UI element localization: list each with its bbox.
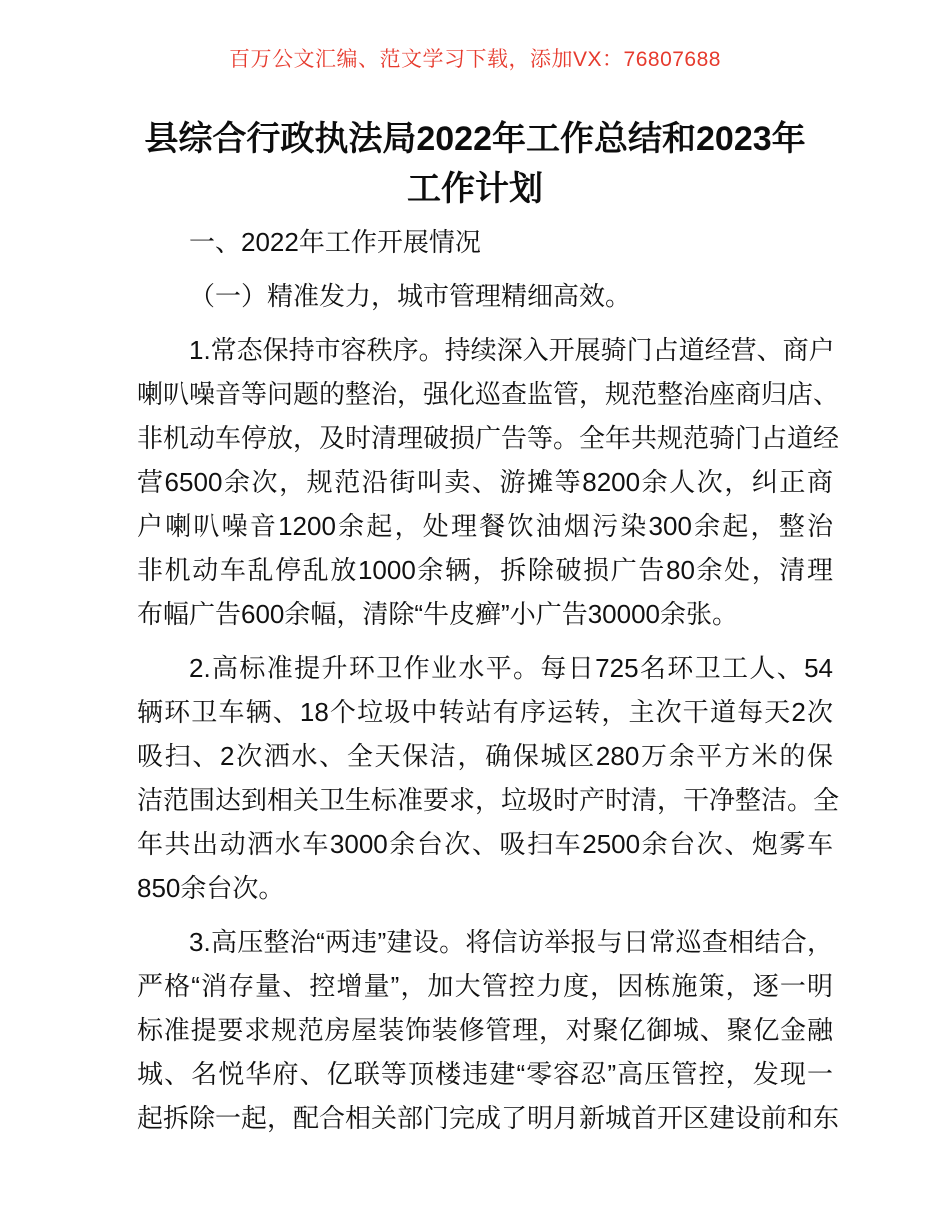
page-title-line-2: 工作计划	[407, 170, 543, 208]
text-line: 2.高标准提升环卫作业水平。每日725名环卫工人、54	[189, 653, 833, 683]
text-line: 3.高压整治“两违”建设。将信访举报与日常巡查相结合，	[189, 927, 833, 957]
paragraph	[137, 328, 840, 636]
paragraph	[137, 646, 840, 910]
section-heading	[137, 274, 833, 318]
text-line: 非机动车乱停乱放1000余辆，拆除破损广告80余处，清理	[137, 555, 833, 585]
header-notice: 百万公文汇编、范文学习下载，添加VX：76807688	[229, 48, 721, 71]
text-line: 850余台次。	[137, 873, 285, 903]
document-body	[137, 220, 840, 1140]
text-line: 1.常态保持市容秩序。持续深入开展骑门占道经营、商户	[189, 335, 835, 365]
text-line: 布幅广告600余幅，清除“牛皮癣”小广告30000余张。	[137, 599, 738, 629]
text-line: 年共出动洒水车3000余台次、吸扫车2500余台次、炮雾车	[137, 829, 833, 859]
text-line: 严格“消存量、控增量”，加大管控力度，因栋施策，逐一明	[137, 971, 833, 1001]
text-line: 非机动车停放，及时清理破损广告等。全年共规范骑门占道经	[137, 423, 840, 453]
text-line: 起拆除一起，配合相关部门完成了明月新城首开区建设前和东	[137, 1103, 840, 1133]
text-line: 标准提要求规范房屋装饰装修管理，对聚亿御城、聚亿金融	[137, 1015, 833, 1045]
text-line: 营6500余次，规范沿街叫卖、游摊等8200余人次，纠正商	[137, 467, 833, 497]
text-line: 一、2022年工作开展情况	[189, 227, 481, 257]
text-line: （一）精准发力，城市管理精细高效。	[189, 281, 632, 311]
text-line: 城、名悦华府、亿联等顶楼违建“零容忍”高压管控，发现一	[137, 1059, 833, 1089]
text-line: 喇叭噪音等问题的整治，强化巡查监管，规范整治座商归店、	[137, 379, 840, 409]
page-title	[120, 114, 830, 214]
paragraph	[137, 920, 840, 1140]
text-line: 洁范围达到相关卫生标准要求，垃圾时产时清，干净整洁。全	[137, 785, 840, 815]
text-line: 辆环卫车辆、18个垃圾中转站有序运转，主次干道每天2次	[137, 697, 833, 727]
page-title-line-1: 县综合行政执法局2022年工作总结和2023年	[144, 120, 806, 158]
section-heading	[137, 220, 833, 264]
text-line: 吸扫、2次洒水、全天保洁，确保城区280万余平方米的保	[137, 741, 833, 771]
text-line: 户喇叭噪音1200余起，处理餐饮油烟污染300余起，整治	[137, 511, 833, 541]
